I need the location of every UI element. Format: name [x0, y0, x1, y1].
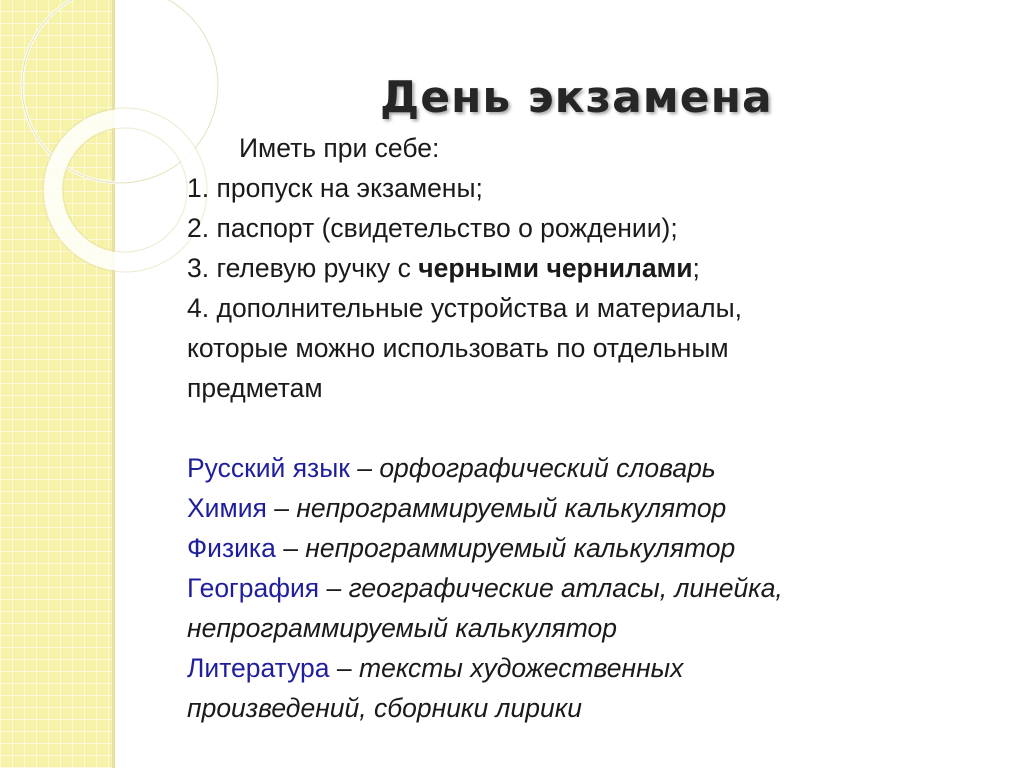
subject-literature-cont: произведений, сборники лирики — [187, 693, 582, 723]
subject-russian — [187, 448, 987, 488]
list-item-3 — [187, 248, 987, 288]
item-text: паспорт (свидетельство о рождении); — [216, 213, 678, 243]
subject-name: Литература — [187, 653, 330, 683]
subject-name: Русский язык — [187, 453, 350, 483]
subject-literature — [187, 648, 987, 688]
subject-dash: – — [349, 453, 380, 483]
subject-name: Физика — [187, 533, 276, 563]
subject-materials: непрограммируемый калькулятор — [305, 533, 736, 563]
list-item-4-cont: предметам — [187, 373, 323, 403]
subject-dash: – — [275, 533, 306, 563]
list-item-1 — [187, 168, 987, 208]
subject-materials: непрограммируемый калькулятор — [296, 493, 727, 523]
item-text: гелевую ручку с — [216, 253, 419, 283]
subject-materials: тексты художественных — [359, 653, 684, 683]
item-text-end: ; — [692, 253, 700, 283]
subject-name: География — [187, 573, 320, 603]
item-number: 4. — [187, 293, 210, 323]
deco-ring-outline-inner — [63, 128, 187, 252]
slide-body — [187, 128, 987, 728]
slide-title: День экзамена — [380, 72, 773, 123]
subject-dash: – — [266, 493, 297, 523]
intro-line: Иметь при себе: — [239, 133, 440, 163]
deco-ring — [53, 118, 197, 262]
subject-dash: – — [329, 653, 359, 683]
item-text-line: дополнительные устройства и материалы, — [216, 293, 742, 323]
list-item-2 — [187, 208, 987, 248]
subject-materials: географические атласы, линейка, — [348, 573, 783, 603]
list-item-4-cont: которые можно использовать по отдельным — [187, 333, 729, 363]
item-text: пропуск на экзамены; — [216, 173, 483, 203]
item-bold-text: черными чернилами — [418, 253, 693, 283]
spacer — [187, 408, 987, 448]
subject-dash: – — [319, 573, 349, 603]
deco-ring-outline-outer — [43, 108, 210, 272]
item-number: 1. — [187, 173, 210, 203]
subject-materials: орфографический словарь — [379, 453, 716, 483]
subject-geography-cont: непрограммируемый калькулятор — [187, 613, 617, 643]
subject-name: Химия — [187, 493, 267, 523]
subject-physics — [187, 528, 987, 568]
list-item-4 — [187, 288, 987, 328]
item-number: 3. — [187, 253, 210, 283]
subject-geography — [187, 568, 987, 608]
subject-chemistry — [187, 488, 987, 528]
item-number: 2. — [187, 213, 210, 243]
